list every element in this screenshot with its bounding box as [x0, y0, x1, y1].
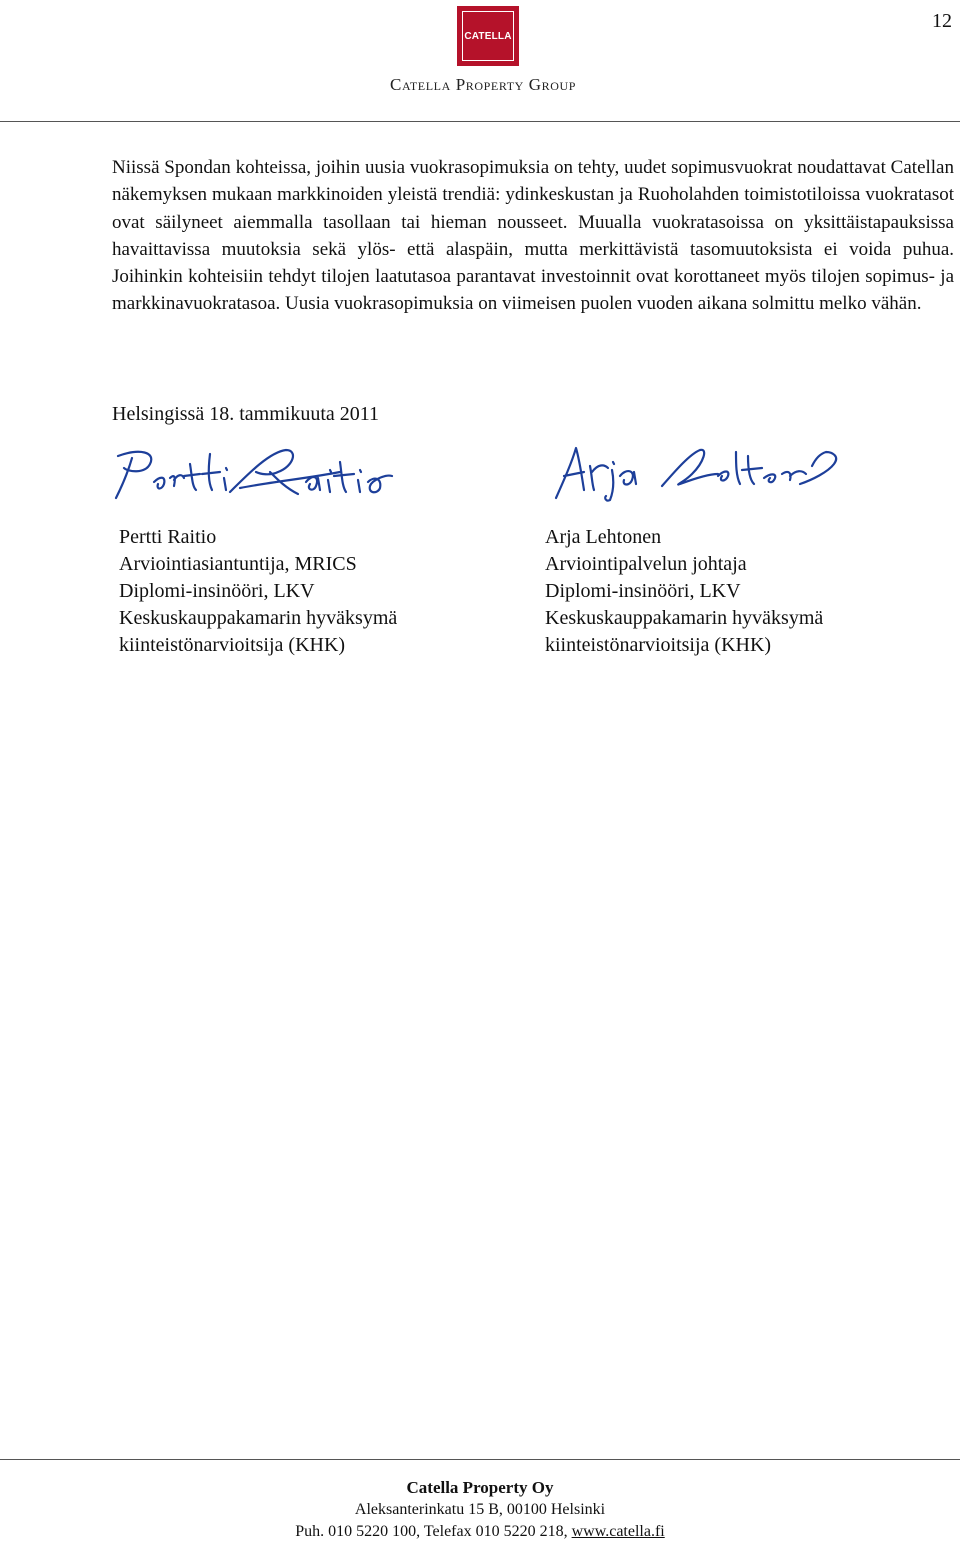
page-number: 12 — [932, 10, 952, 32]
footer-company: Catella Property Oy — [406, 1478, 554, 1497]
catella-logo — [457, 6, 519, 66]
footer-address: Aleksanterinkatu 15 B, 00100 Helsinki — [354, 1501, 606, 1518]
signature-arja-lehtonen — [550, 440, 845, 502]
signer-block-right — [545, 524, 823, 659]
signature-pertti-raitio — [110, 442, 395, 504]
footer — [0, 1477, 960, 1543]
footer-divider — [0, 1459, 960, 1460]
signer-accreditation: Keskuskauppakamarin hyväksymä — [119, 607, 398, 629]
signer-block-left — [119, 524, 397, 659]
logo-text: CATELLA — [464, 30, 512, 42]
footer-contact — [0, 1521, 960, 1543]
signer-title: Arviointipalvelun johtaja — [545, 553, 747, 575]
signer-name: Arja Lehtonen — [545, 526, 662, 548]
signer-title: Arviointiasiantuntija, MRICS — [119, 553, 357, 575]
signer-accreditation: Keskuskauppakamarin hyväksymä — [545, 607, 824, 629]
signer-degree: Diplomi-insinööri, LKV — [545, 580, 741, 602]
signer-degree: Diplomi-insinööri, LKV — [119, 580, 315, 602]
date-line: Helsingissä 18. tammikuuta 2011 — [112, 403, 380, 425]
signer-name: Pertti Raitio — [119, 526, 217, 548]
signer-accreditation-title: kiinteistönarvioitsija (KHK) — [119, 634, 346, 656]
group-name: Catella Property Group — [390, 75, 577, 94]
signer-accreditation-title: kiinteistönarvioitsija (KHK) — [545, 634, 772, 656]
body-paragraph: Niissä Spondan kohteissa, joihin uusia vuokrasopimuksia on tehty, uudet sopimusvuokrat noudattavat Catellan näkemyksen mukaan markkinoiden yleistä trendiä: ydinkeskustan ja Ruoholahden toimistotiloissa vuokratasot ovat säilyneet aiemmalla tasollaan tai hieman nousseet. Muualla vuokratasoissa on yksittäistapauksissa havaittavissa muutoksia sekä ylös- että alaspäin, mutta merkittävistä tasomuutoksista ei voida puhua. Joihinkin kohteisiin tehdyt tilojen laatutasoa parantavat investoinnit ovat korottaneet myös tilojen sopimus- ja markkinavuokratasoa. Uusia vuokrasopimuksia on viimeisen puolen vuoden aikana solmittu melko vähän. — [112, 157, 954, 315]
header-divider — [0, 121, 960, 122]
footer-website-link[interactable]: www.catella.fi — [571, 1523, 665, 1540]
footer-phone-fax: Puh. 010 5220 100, Telefax 010 5220 218, — [295, 1523, 572, 1540]
